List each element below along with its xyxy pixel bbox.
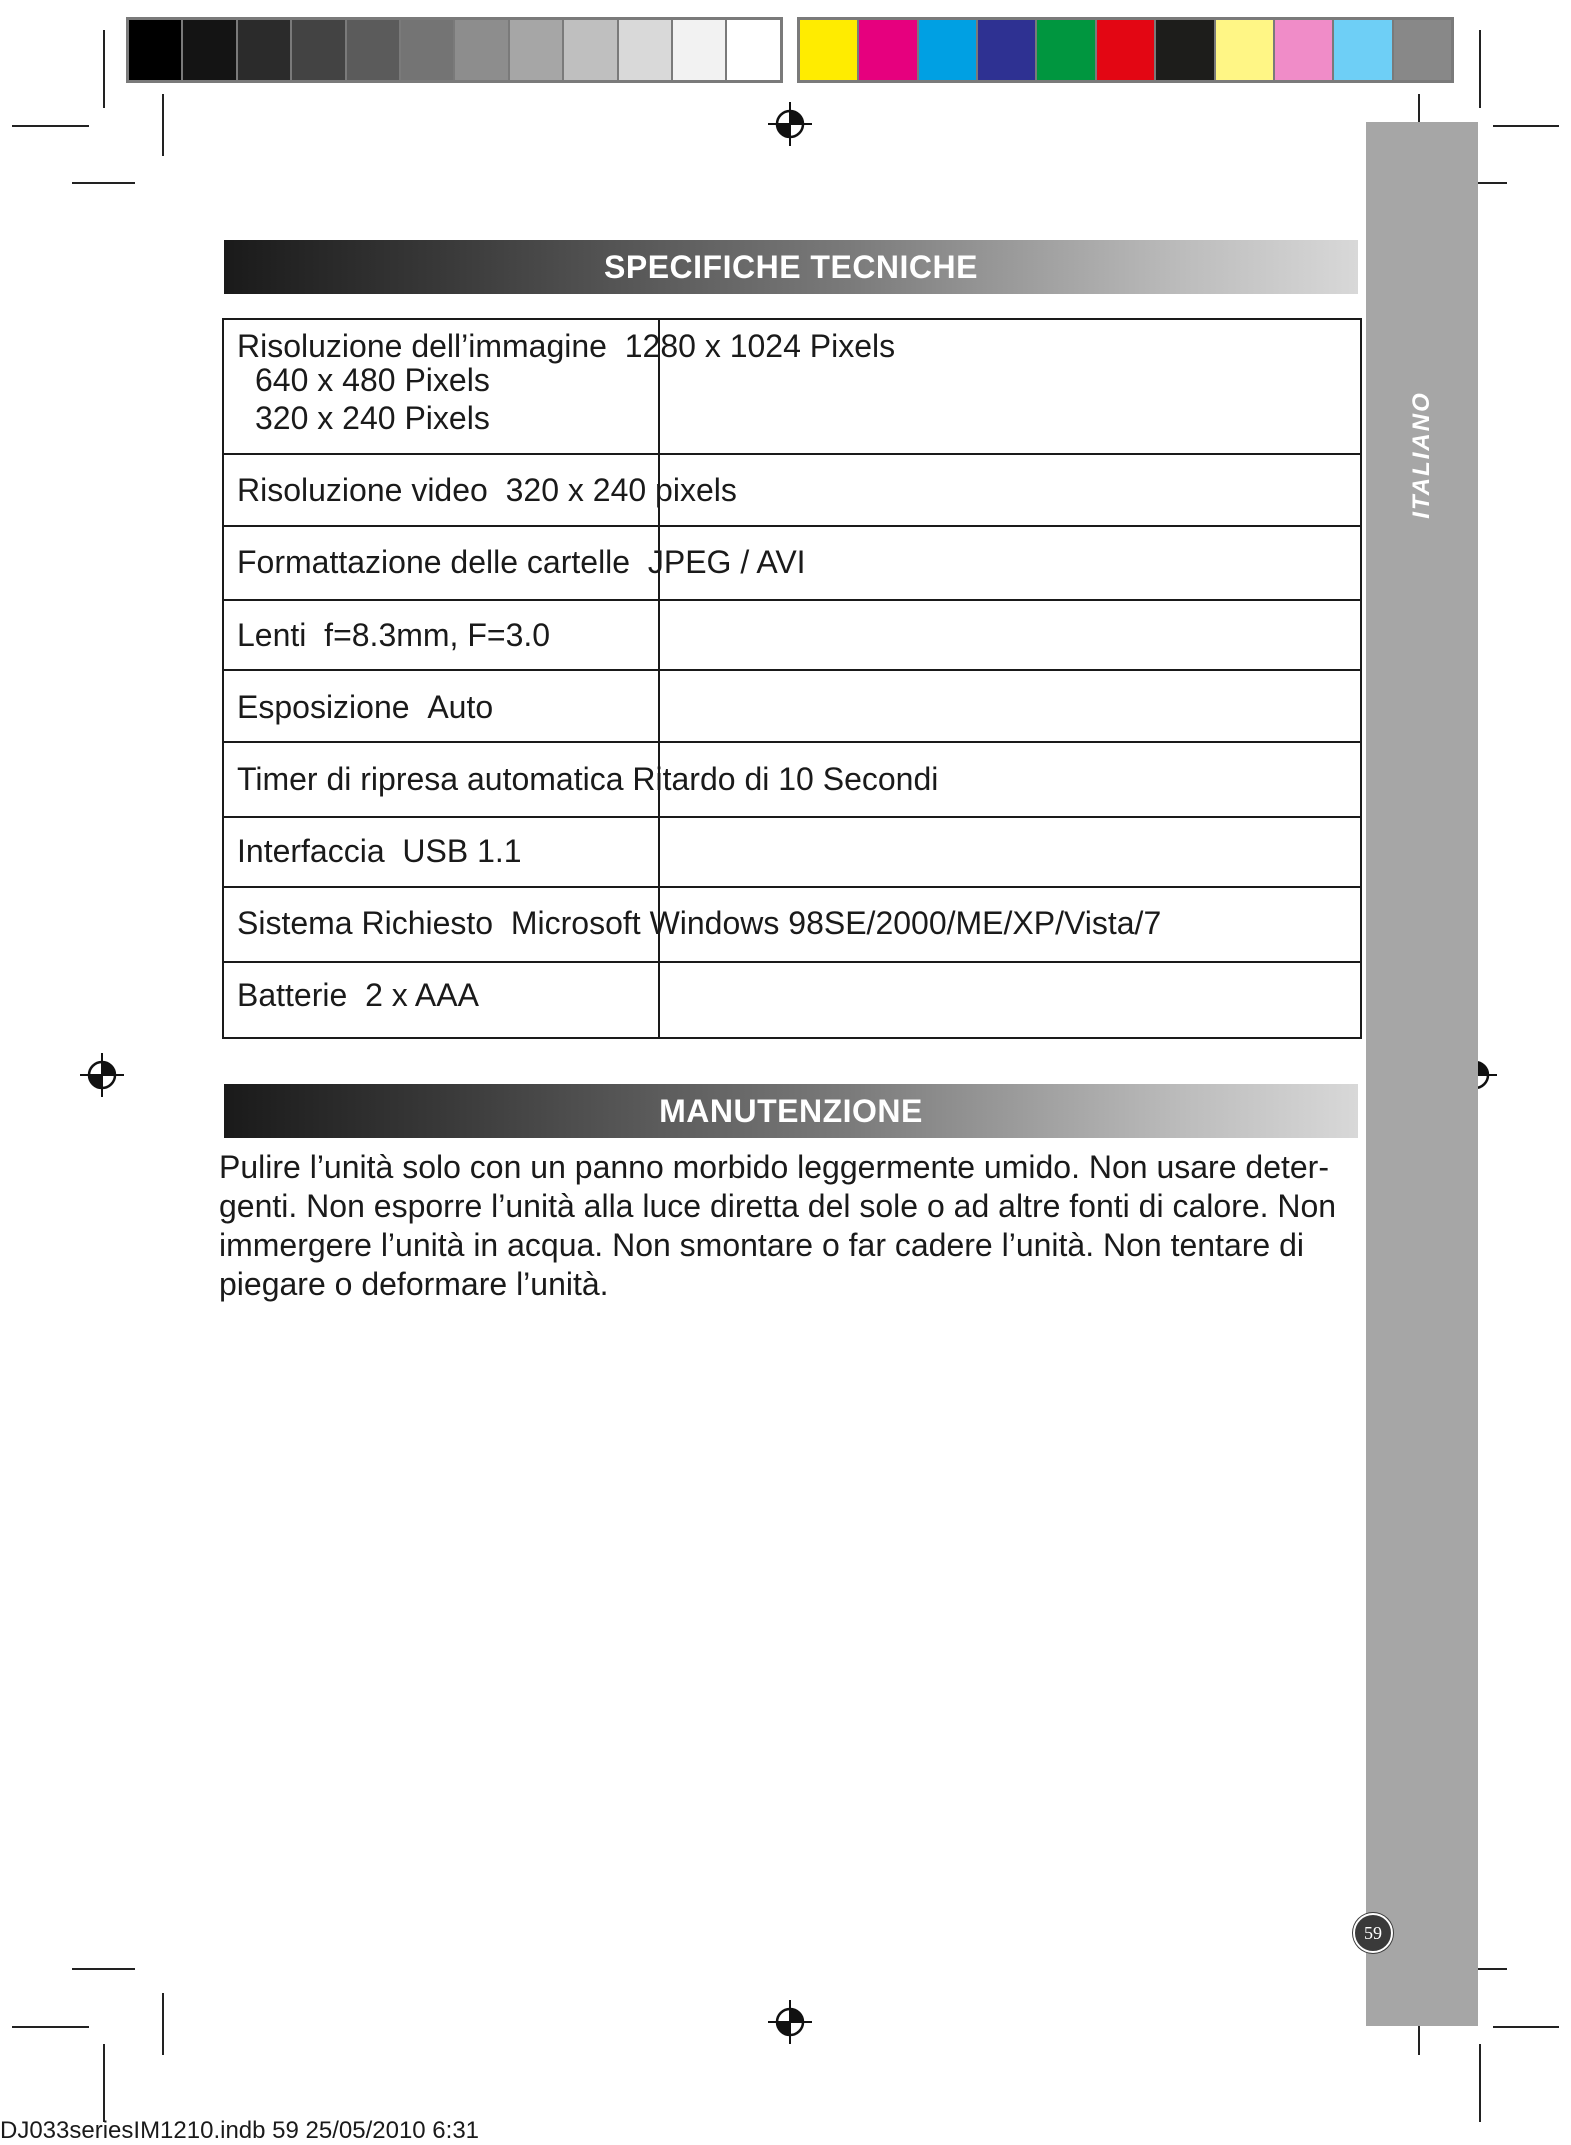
paragraph-line: piegare o deformare l’unità. bbox=[219, 1266, 609, 1302]
spec-row bbox=[237, 835, 522, 867]
calibration-swatch bbox=[1156, 20, 1213, 80]
spec-row bbox=[237, 330, 895, 362]
spec-row bbox=[237, 619, 550, 651]
spec-value: f=8.3mm, F=3.0 bbox=[324, 617, 551, 653]
crop-mark bbox=[12, 2026, 89, 2028]
calibration-swatch bbox=[455, 20, 507, 80]
spec-value: 320 x 240 pixels bbox=[505, 472, 737, 508]
calibration-swatch bbox=[129, 20, 181, 80]
calibration-swatch bbox=[619, 20, 671, 80]
spec-value: Auto bbox=[427, 689, 494, 725]
spec-value: Ritardo di 10 Secondi bbox=[632, 761, 939, 797]
spec-label: Risoluzione video bbox=[237, 472, 488, 508]
calibration-swatch bbox=[1275, 20, 1332, 80]
crop-mark bbox=[1493, 125, 1559, 127]
calibration-swatch bbox=[859, 20, 916, 80]
crop-mark bbox=[72, 182, 135, 184]
spec-label: Batterie bbox=[237, 977, 348, 1013]
spec-value: 1280 x 1024 Pixels bbox=[624, 328, 896, 364]
language-label: ITALIANO bbox=[1408, 391, 1435, 519]
spec-section-header bbox=[224, 240, 1358, 294]
page-number-badge: 59 bbox=[1353, 1913, 1393, 1953]
calibration-swatch bbox=[800, 20, 857, 80]
crop-mark bbox=[1479, 30, 1481, 108]
paragraph-line: immergere l’unità in acqua. Non smontare o far cadere l’unità. Non tentare di bbox=[219, 1227, 1305, 1263]
spec-row bbox=[237, 546, 806, 578]
paragraph-line: Pulire l’unità solo con un panno morbido leggermente umido. Non usare deter- bbox=[219, 1149, 1329, 1185]
crop-mark bbox=[162, 1993, 164, 2055]
calibration-swatch bbox=[510, 20, 562, 80]
calibration-swatch bbox=[347, 20, 399, 80]
maintenance-paragraph bbox=[219, 1148, 1399, 1304]
print-slug: DJ033seriesIM1210.indb 59 25/05/2010 6:31 bbox=[0, 2117, 480, 2144]
maintenance-section-header bbox=[224, 1084, 1358, 1138]
spec-value: USB 1.1 bbox=[402, 833, 522, 869]
spec-label: Esposizione bbox=[237, 689, 410, 725]
calibration-swatch bbox=[1037, 20, 1094, 80]
crop-mark bbox=[72, 1968, 135, 1970]
spec-value: 2 x AAA bbox=[365, 977, 479, 1013]
crop-mark bbox=[12, 125, 89, 127]
crop-mark bbox=[103, 2044, 105, 2122]
spec-value: JPEG / AVI bbox=[647, 544, 806, 580]
spec-label: Risoluzione dell’immagine bbox=[237, 328, 607, 364]
calibration-swatch bbox=[673, 20, 725, 80]
color-calibration-bar bbox=[797, 17, 1454, 83]
maintenance-section-title: MANUTENZIONE bbox=[659, 1092, 923, 1129]
spec-label: Interfaccia bbox=[237, 833, 385, 869]
crop-mark bbox=[103, 30, 105, 108]
spec-value-extra: 640 x 480 Pixels bbox=[255, 362, 490, 398]
spec-value: Microsoft Windows 98SE/2000/ME/XP/Vista/7 bbox=[510, 905, 1162, 941]
paragraph-line: genti. Non esporre l’unità alla luce diretta del sole o ad altre fonti di calore. Non bbox=[219, 1188, 1337, 1224]
spec-label: Formattazione delle cartelle bbox=[237, 544, 631, 580]
calibration-swatch bbox=[564, 20, 616, 80]
calibration-swatch bbox=[1216, 20, 1273, 80]
spec-label: Sistema Richiesto bbox=[237, 905, 494, 941]
language-side-tab bbox=[1366, 122, 1478, 2026]
spec-row bbox=[237, 979, 479, 1011]
spec-row bbox=[237, 474, 737, 506]
spec-section-title: SPECIFICHE TECNICHE bbox=[604, 248, 978, 285]
spec-row bbox=[237, 691, 493, 723]
spec-label: Lenti bbox=[237, 617, 307, 653]
crop-mark bbox=[1493, 2026, 1559, 2028]
calibration-swatch bbox=[727, 20, 779, 80]
calibration-swatch bbox=[1334, 20, 1391, 80]
registration-mark-icon bbox=[80, 1053, 124, 1097]
calibration-swatch bbox=[1097, 20, 1154, 80]
calibration-swatch bbox=[238, 20, 290, 80]
registration-mark-icon bbox=[768, 102, 812, 146]
registration-mark-icon bbox=[768, 2000, 812, 2044]
grayscale-calibration-bar bbox=[126, 17, 783, 83]
spec-row bbox=[237, 763, 938, 795]
spec-label: Timer di ripresa automatica bbox=[237, 761, 624, 797]
crop-mark bbox=[1479, 2044, 1481, 2122]
calibration-swatch bbox=[978, 20, 1035, 80]
crop-mark bbox=[162, 94, 164, 156]
calibration-swatch bbox=[292, 20, 344, 80]
calibration-swatch bbox=[919, 20, 976, 80]
calibration-swatch bbox=[1394, 20, 1451, 80]
spec-row bbox=[237, 907, 1161, 939]
calibration-swatch bbox=[401, 20, 453, 80]
spec-value-extra: 320 x 240 Pixels bbox=[255, 400, 490, 436]
calibration-swatch bbox=[183, 20, 235, 80]
